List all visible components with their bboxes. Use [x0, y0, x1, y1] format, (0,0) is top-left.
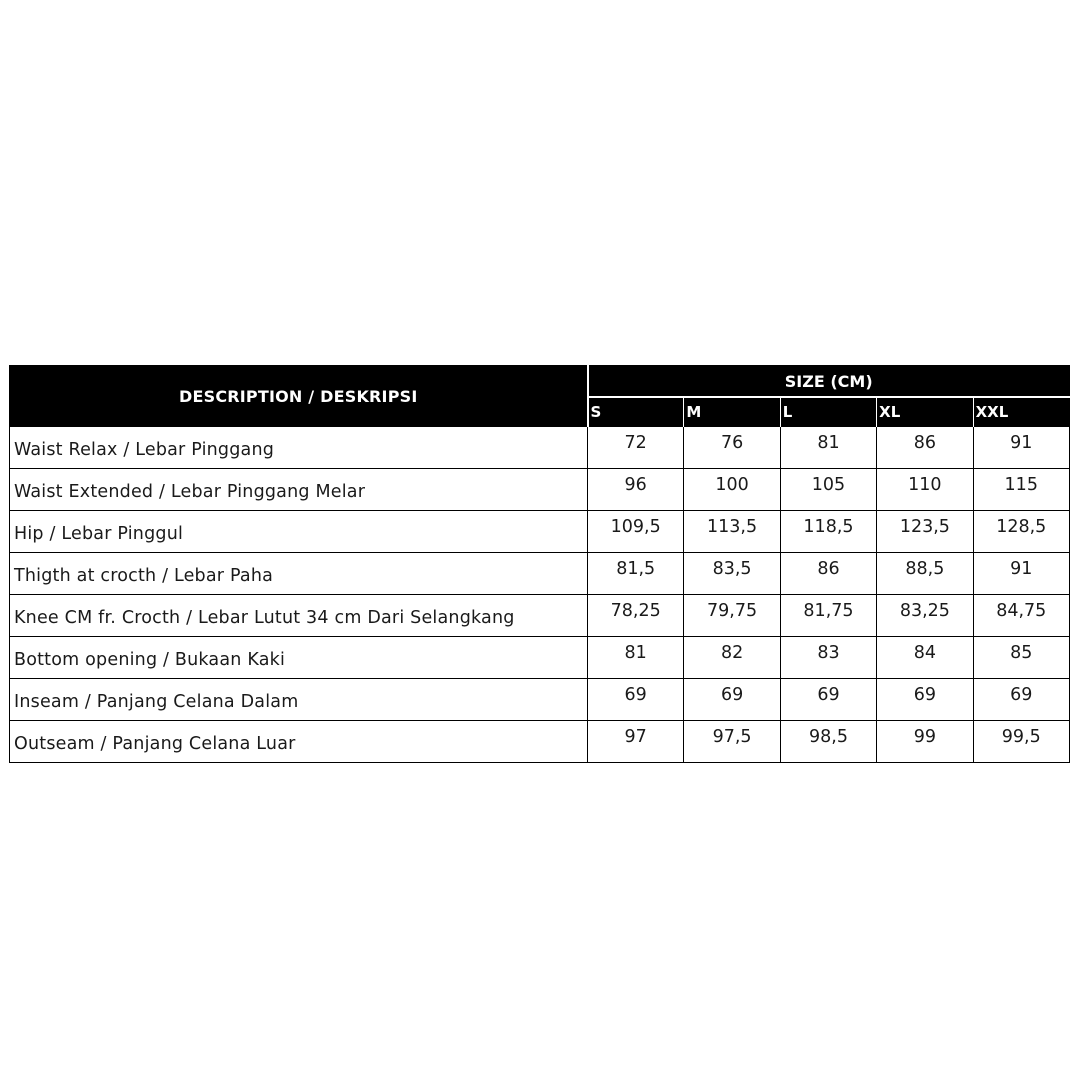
value-cell-xxl: 99,5: [973, 721, 1069, 763]
table-header: [10, 366, 1070, 427]
row-description: Waist Relax / Lebar Pinggang: [10, 427, 588, 469]
table-row: [10, 469, 1070, 511]
value-cell-l: 118,5: [780, 511, 876, 553]
value-cell-xl: 88,5: [877, 553, 973, 595]
row-description: Hip / Lebar Pinggul: [10, 511, 588, 553]
value-cell-m: 83,5: [684, 553, 780, 595]
value-cell-xl: 123,5: [877, 511, 973, 553]
value-cell-l: 105: [780, 469, 876, 511]
table-row: [10, 511, 1070, 553]
table-row: [10, 427, 1070, 469]
row-description: Knee CM fr. Crocth / Lebar Lutut 34 cm Dari Selangkang: [10, 595, 588, 637]
value-cell-xl: 86: [877, 427, 973, 469]
value-cell-xxl: 84,75: [973, 595, 1069, 637]
value-cell-l: 81: [780, 427, 876, 469]
value-cell-s: 81: [588, 637, 684, 679]
value-cell-m: 79,75: [684, 595, 780, 637]
value-cell-m: 69: [684, 679, 780, 721]
table-row: [10, 595, 1070, 637]
value-cell-s: 109,5: [588, 511, 684, 553]
description-column-header: DESCRIPTION / DESKRIPSI: [10, 366, 588, 427]
value-cell-xxl: 115: [973, 469, 1069, 511]
header-row-top: [10, 366, 1070, 398]
value-cell-xxl: 91: [973, 553, 1069, 595]
size-header-xl: XL: [877, 397, 973, 427]
value-cell-m: 76: [684, 427, 780, 469]
row-description: Thigth at crocth / Lebar Paha: [10, 553, 588, 595]
value-cell-m: 97,5: [684, 721, 780, 763]
value-cell-l: 69: [780, 679, 876, 721]
value-cell-s: 81,5: [588, 553, 684, 595]
value-cell-s: 78,25: [588, 595, 684, 637]
value-cell-xxl: 85: [973, 637, 1069, 679]
size-header-s: S: [588, 397, 684, 427]
value-cell-l: 98,5: [780, 721, 876, 763]
table-row: [10, 553, 1070, 595]
row-description: Waist Extended / Lebar Pinggang Melar: [10, 469, 588, 511]
value-cell-s: 97: [588, 721, 684, 763]
value-cell-s: 69: [588, 679, 684, 721]
value-cell-xxl: 128,5: [973, 511, 1069, 553]
value-cell-xl: 99: [877, 721, 973, 763]
row-description: Inseam / Panjang Celana Dalam: [10, 679, 588, 721]
value-cell-xxl: 91: [973, 427, 1069, 469]
value-cell-xl: 83,25: [877, 595, 973, 637]
row-description: Bottom opening / Bukaan Kaki: [10, 637, 588, 679]
row-description: Outseam / Panjang Celana Luar: [10, 721, 588, 763]
value-cell-xl: 110: [877, 469, 973, 511]
size-chart-table: [9, 365, 1070, 763]
table-row: [10, 721, 1070, 763]
value-cell-s: 72: [588, 427, 684, 469]
size-group-header: SIZE (CM): [588, 366, 1070, 398]
size-header-xxl: XXL: [973, 397, 1069, 427]
value-cell-xxl: 69: [973, 679, 1069, 721]
value-cell-l: 81,75: [780, 595, 876, 637]
value-cell-s: 96: [588, 469, 684, 511]
value-cell-m: 100: [684, 469, 780, 511]
table-body: [10, 427, 1070, 763]
value-cell-xl: 69: [877, 679, 973, 721]
size-header-m: M: [684, 397, 780, 427]
table-row: [10, 679, 1070, 721]
value-cell-xl: 84: [877, 637, 973, 679]
size-header-l: L: [780, 397, 876, 427]
value-cell-l: 86: [780, 553, 876, 595]
value-cell-m: 82: [684, 637, 780, 679]
value-cell-m: 113,5: [684, 511, 780, 553]
value-cell-l: 83: [780, 637, 876, 679]
table-row: [10, 637, 1070, 679]
